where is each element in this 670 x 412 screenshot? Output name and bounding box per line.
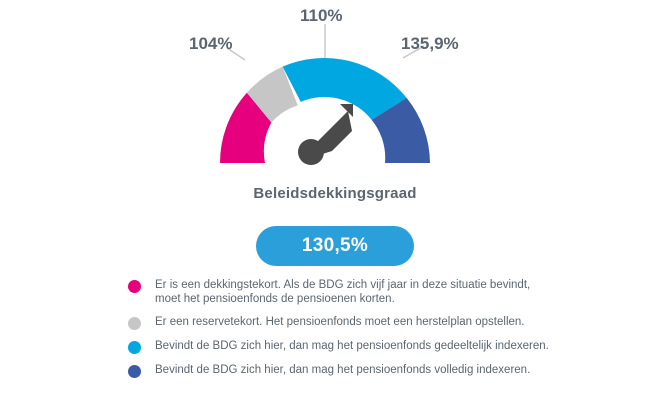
tick-label-104: 104% xyxy=(189,34,233,53)
legend-item-label: Er een reservetekort. Het pensioenfonds moet een herstelplan opstellen. xyxy=(155,316,525,328)
current-value-badge: 130,5% xyxy=(256,226,414,266)
tick-label-135-9: 135,9% xyxy=(401,34,459,53)
chart-title: Beleidsdekkingsgraad xyxy=(253,185,417,202)
legend-dot-icon xyxy=(128,341,141,354)
legend-dot-icon xyxy=(128,365,141,378)
legend xyxy=(128,278,558,387)
legend-item-label: Bevindt de BDG zich hier, dan mag het pensioenfonds volledig indexeren. xyxy=(155,364,531,376)
legend-item xyxy=(128,315,558,330)
legend-dot-icon xyxy=(128,280,141,293)
tick-label-110: 110% xyxy=(300,6,343,25)
legend-item xyxy=(128,363,558,378)
legend-item-label: Bevindt de BDG zich hier, dan mag het pensioenfonds gedeeltelijk indexeren. xyxy=(155,340,549,352)
legend-item xyxy=(128,278,558,306)
legend-dot-icon xyxy=(128,317,141,330)
gauge-needle xyxy=(298,104,353,165)
legend-item xyxy=(128,339,558,354)
legend-item-label: Er is een dekkingstekort. Als de BDG zich vijf jaar in deze situatie bevindt, moet het pensioenfonds de pensioenen korten. xyxy=(155,279,531,305)
